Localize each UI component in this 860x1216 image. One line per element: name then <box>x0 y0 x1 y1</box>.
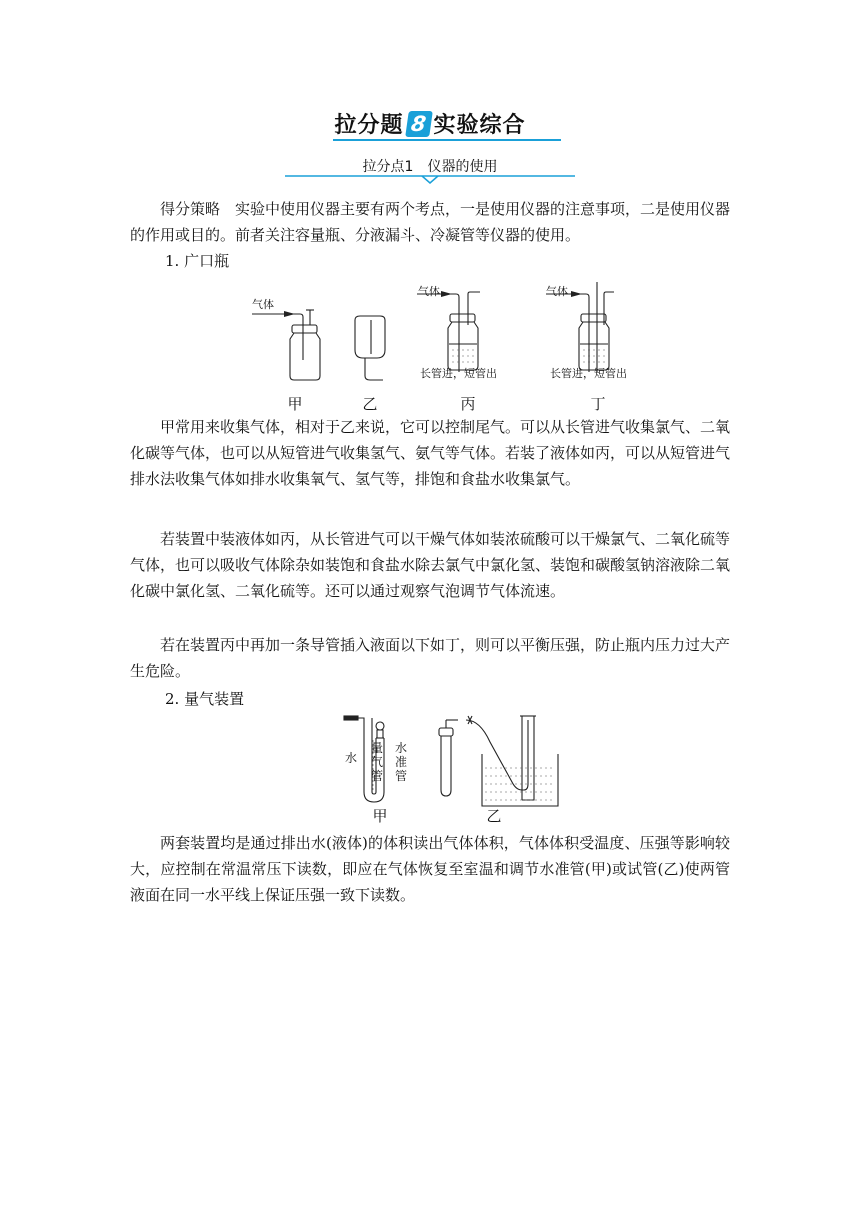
subtitle-decoration <box>285 174 575 184</box>
caption-measure-yi: 乙 <box>486 807 502 825</box>
page-title <box>0 108 860 139</box>
level-tube-label: 水 准 管 <box>395 741 408 783</box>
section1-paragraph-2: 若装置中装液体如丙，从长管进气可以干燥气体如装浓硫酸可以干燥氯气、二氧化硫等气体，也可以吸收气体除杂如装饱和食盐水除去氯气中氯化氢、装饱和碳酸氢钠溶液除二氧化碳中氯化氢、二氧化硫等。还可以通过观察气泡调节气体流速。 <box>130 530 731 600</box>
section1-heading: 1. 广口瓶 <box>165 252 230 270</box>
burette-label: 量 气 管 <box>371 741 384 783</box>
section1-paragraph-1: 甲常用来收集气体，相对于乙来说，它可以控制尾气。可以从长管进气收集氯气、二氧化碳等气体，也可以从短管进气收集氢气、氨气等气体。若装了液体如丙，可以从短管进气排水法收集气体如排水收集氧气、氢气等，排饱和食盐水收集氯气。 <box>130 418 731 488</box>
title-prefix: 拉分题 <box>334 113 404 138</box>
caption-yi: 乙 <box>362 395 378 413</box>
subtitle-text: 仪器的使用 <box>427 159 498 175</box>
section1-paragraph-3: 若在装置丙中再加一条导管插入液面以下如丁，则可以平衡压强，防止瓶内压力过大产生危险。 <box>130 636 731 680</box>
title-number-badge: 8 <box>405 111 433 137</box>
gas-label-bing: 气体 <box>418 285 440 298</box>
caption-jia: 甲 <box>287 395 303 413</box>
subtitle-point: 拉分点1 <box>362 159 414 175</box>
water-label: 水 <box>345 751 358 765</box>
caption-ding: 丁 <box>590 395 606 413</box>
section2-heading: 2. 量气装置 <box>165 690 245 708</box>
title-suffix: 实验综合 <box>433 113 526 138</box>
caption-bing: 丙 <box>460 395 476 413</box>
section2-paragraph: 两套装置均是通过排出水(液体)的体积读出气体体积，气体体积受温度、压强等影响较大，应控制在常温常压下读数，即应在气体恢复至室温和调节水准管(甲)或试管(乙)使两管液面在同一水平线上保证压强一致下读数。 <box>130 834 730 904</box>
caption-measure-jia: 甲 <box>372 807 388 825</box>
section-subtitle <box>0 156 860 176</box>
inlet-note-ding: 长管进，短管出 <box>550 367 627 380</box>
gas-label-ding: 气体 <box>546 285 568 298</box>
inlet-note-bing: 长管进，短管出 <box>420 367 497 380</box>
title-underline <box>333 139 561 141</box>
gas-label-jia: 气体 <box>252 298 274 311</box>
intro-paragraph: 得分策略 实验中使用仪器主要有两个考点，一是使用仪器的注意事项，二是使用仪器的作用或目的。前者关注容量瓶、分液漏斗、冷凝管等仪器的使用。 <box>130 200 731 244</box>
